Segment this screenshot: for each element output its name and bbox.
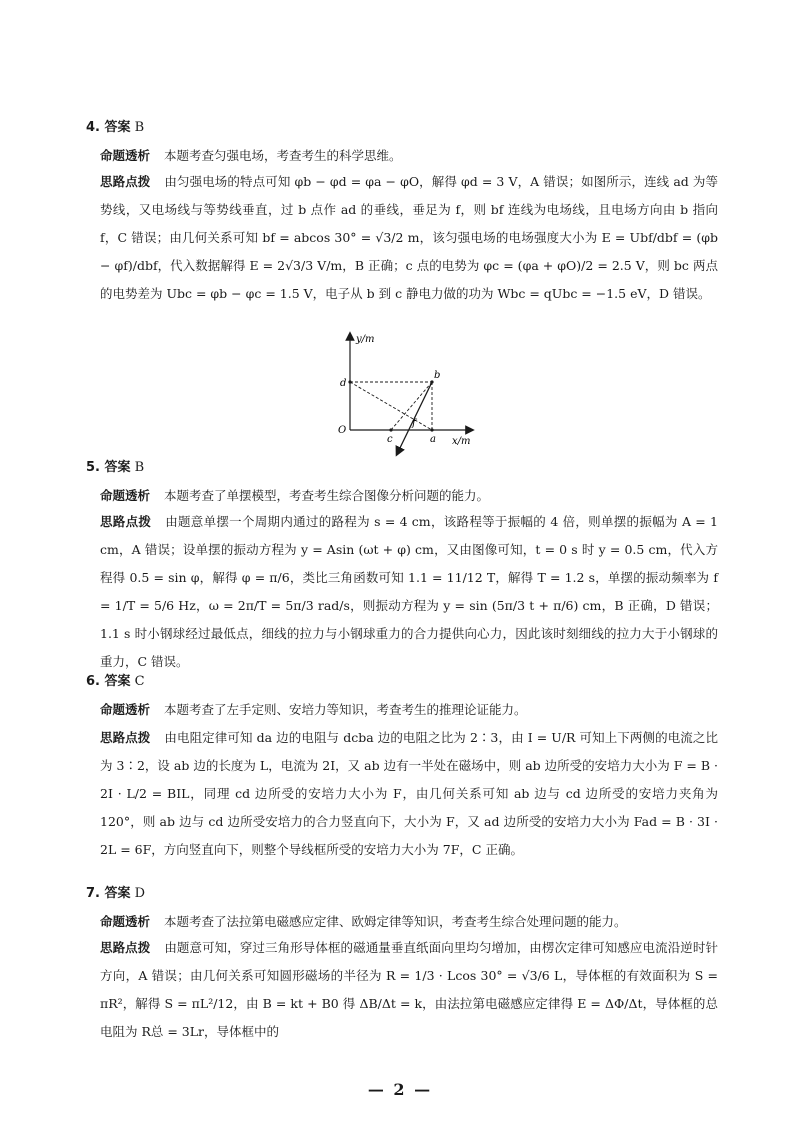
question-5-mingti	[100, 486, 720, 506]
origin-label: O	[338, 425, 347, 436]
question-6-mingti	[100, 700, 720, 720]
mingti-label: 命题透析	[100, 914, 151, 929]
silu-text: 由题意单摆一个周期内通过的路程为 s = 4 cm，该路程等于振幅的 4 倍，则单摆的振幅为 A = 1 cm，A 错误；设单摆的振动方程为 y = Asin (ωt + φ) cm，又由图像可知，t = 0 s 时 y = 0.5 cm，代入方程得 0.5 = sin φ，解得 φ = π/6，类比三角函数可知 1.1 = 11/12 T，解得 T = 1.2 s，单摆的振动频率为 f = 1/T = 5/6 Hz，ω = 2π/T = 5π/3 rad/s，则振动方程为 y = sin (5π/3 t + π/6) cm，B 正确，D 错误；1.1 s 时小钢球经过最低点，细线的拉力与小钢球重力的合力提供向心力，因此该时刻细线的拉力大于小钢球的重力，C 错误。	[100, 514, 718, 669]
label-b: b	[434, 370, 441, 381]
label-a: a	[430, 434, 436, 445]
label-d: d	[340, 378, 347, 389]
question-7-mingti	[100, 912, 720, 932]
question-4-mingti	[100, 146, 720, 166]
silu-text: 由电阻定律可知 da 边的电阻与 dcba 边的电阻之比为 2∶3，由 I = U/R 可知上下两侧的电流之比为 3∶2，设 ab 边的长度为 L，电流为 2I，又 ab 边有一半处在磁场中，则 ab 边所受的安培力大小为 F = B · 2I · L/2 = BIL，同理 cd 边所受的安培力大小为 F，由几何关系可知 ab 边与 cd 边所受的安培力夹角为 120°，则 ab 边与 cd 边所受安培力的合力竖直向下，大小为 F，又 ad 边所受的安培力大小为 Fad = B · 3I · 2L = 6F，方向竖直向下，则整个导线框所受的安培力大小为 7F，C 正确。	[100, 730, 718, 857]
question-7-silu	[100, 934, 718, 1046]
electric-field-figure	[330, 330, 480, 460]
point-d	[348, 380, 351, 383]
label-c: c	[387, 434, 393, 445]
answer-heading: 5. 答案	[86, 460, 131, 475]
question-4-header	[86, 118, 726, 138]
question-4-silu	[100, 168, 718, 308]
question-6-silu	[100, 724, 718, 864]
page-number: — 2 —	[367, 1080, 433, 1099]
mingti-label: 命题透析	[100, 702, 151, 717]
silu-label: 思路点拨	[100, 940, 151, 955]
question-5-header	[86, 458, 726, 478]
mingti-text: 本题考查了单摆模型，考查考生综合图像分析问题的能力。	[164, 488, 490, 503]
mingti-text: 本题考查了左手定则、安培力等知识，考查考生的推理论证能力。	[164, 702, 527, 717]
answer-heading: 7. 答案	[86, 886, 131, 901]
label-f: f	[412, 418, 416, 429]
answer-value: B	[134, 460, 145, 475]
answer-value: D	[134, 886, 146, 901]
question-6-header	[86, 672, 726, 692]
silu-text: 由匀强电场的特点可知 φb − φd = φa − φO，解得 φd = 3 V，A 错误；如图所示，连线 ad 为等势线，又电场线与等势线垂直，过 b 点作 ad 的垂线，垂足为 f，则 bf 连线为电场线，且电场方向由 b 指向 f，C 错误；由几何关系可知 bf = abcos 30° = √3/2 m，该匀强电场的电场强度大小为 E = Ubf/dbf = (φb − φf)/dbf，代入数据解得 E = 2√3/3 V/m，B 正确；c 点的电势为 φc = (φa + φO)/2 = 2.5 V，则 bc 两点的电势差为 Ubc = φb − φc = 1.5 V，电子从 b 到 c 静电力做的功为 Wbc = qUbc = −1.5 eV，D 错误。	[100, 174, 718, 301]
silu-label: 思路点拨	[100, 730, 151, 745]
question-7-header	[86, 884, 726, 904]
mingti-text: 本题考查匀强电场，考查考生的科学思维。	[164, 148, 402, 163]
answer-value: C	[134, 674, 145, 689]
mingti-text: 本题考查了法拉第电磁感应定律、欧姆定律等知识，考查考生综合处理问题的能力。	[164, 914, 627, 929]
answer-heading: 6. 答案	[86, 674, 131, 689]
x-axis-label: x/m	[452, 436, 471, 447]
silu-label: 思路点拨	[100, 174, 151, 189]
y-axis-label: y/m	[356, 334, 375, 345]
point-a	[430, 428, 433, 431]
mingti-label: 命题透析	[100, 488, 151, 503]
answer-value: B	[134, 120, 145, 135]
silu-text: 由题意可知，穿过三角形导体框的磁通量垂直纸面向里均匀增加，由楞次定律可知感应电流沿逆时针方向，A 错误；由几何关系可知圆形磁场的半径为 R = 1/3 · Lcos 30° = √3/6 L，导体框的有效面积为 S = πR²，解得 S = πL²/12，由 B = kt + B0 得 ΔB/Δt = k，由法拉第电磁感应定律得 E = ΔΦ/Δt，导体框的总电阻为 R总 = 3Lr，导体框中的	[100, 940, 718, 1039]
field-line-bf	[398, 382, 432, 452]
point-c	[389, 428, 392, 431]
silu-label: 思路点拨	[100, 514, 152, 529]
mingti-label: 命题透析	[100, 148, 151, 163]
answer-heading: 4. 答案	[86, 120, 131, 135]
question-5-silu	[100, 508, 718, 676]
